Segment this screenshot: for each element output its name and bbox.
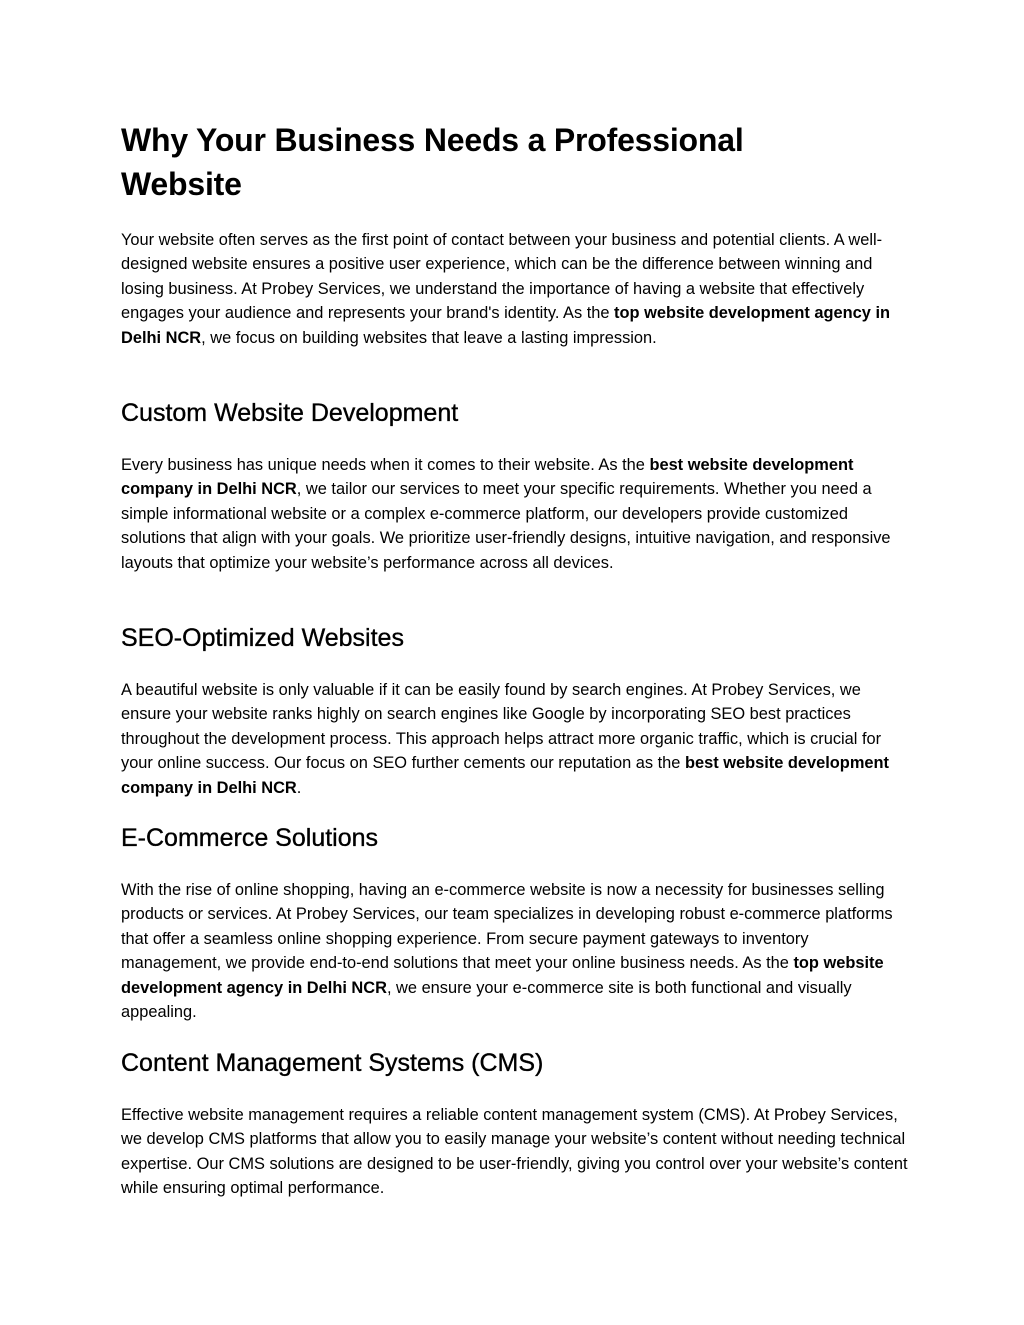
section-heading-custom: Custom Website Development: [121, 399, 459, 427]
section-heading-cms: Content Management Systems (CMS): [121, 1049, 544, 1077]
section-paragraph-ecommerce: With the rise of online shopping, having an e-commerce website is now a necessity for businesses selling products or services. At Probey Services, our team specializes in developing robust e-commerce platforms that offer a seamless online shopping experience. From secure payment gateways to inventory management, we provide end-to-end solutions that meet your online business needs. As the top website development agency in Delhi NCR, we ensure your e-commerce site is both functional and visually appealing.: [121, 881, 893, 1022]
section-heading-ecommerce: E-Commerce Solutions: [121, 824, 379, 852]
section-paragraph-cms: Effective website management requires a reliable content management system (CMS). At Probey Services, we develop CMS platforms that allow you to easily manage your website’s content without needing technical expertise. Our CMS solutions are designed to be user-friendly, giving you control over your website’s content while ensuring optimal performance.: [121, 1106, 908, 1198]
intro-paragraph: Your website often serves as the first point of contact between your business and potential clients. A well-designed website ensures a positive user experience, which can be the difference between winning and losing business. At Probey Services, we understand the importance of having a website that effectively engages your audience and represents your brand's identity. As the top website development agency in Delhi NCR, we focus on building websites that leave a lasting impression.: [121, 231, 891, 347]
section-paragraph-seo: A beautiful website is only valuable if it can be easily found by search engines. At Probey Services, we ensure your website ranks highly on search engines like Google by incorporating SEO best practices throughout the development process. This approach helps attract more organic traffic, which is crucial for your online success. Our focus on SEO further cements our reputation as the best website development company in Delhi NCR.: [121, 681, 889, 797]
section-paragraph-custom: Every business has unique needs when it comes to their website. As the best website development company in Delhi NCR, we tailor our services to meet your specific requirements. Whether you need a simple informational website or a complex e-commerce platform, our developers provide customized solutions that align with your goals. We prioritize user-friendly designs, intuitive navigation, and responsive layouts that optimize your website’s performance across all devices.: [121, 456, 891, 572]
section-keyword-custom: best website development company in Delhi NCR: [121, 456, 854, 499]
section-heading-seo: SEO-Optimized Websites: [121, 624, 404, 652]
document-title: Why Your Business Needs a Professional Website: [121, 122, 744, 202]
intro-keyword: top website development agency in Delhi NCR: [121, 304, 891, 347]
section-keyword-ecommerce: top website development agency in Delhi NCR: [121, 954, 884, 997]
section-keyword-seo: best website development company in Delhi NCR: [121, 754, 889, 797]
